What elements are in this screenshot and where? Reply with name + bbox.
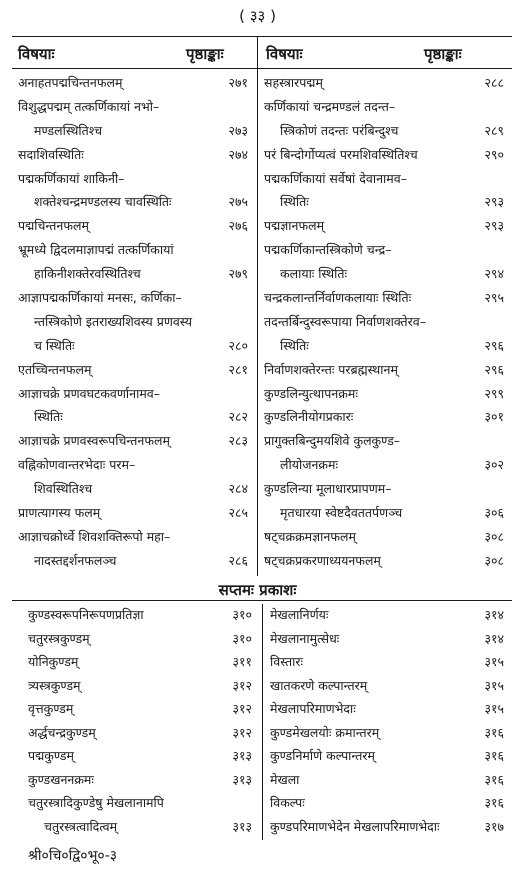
toc-entry <box>18 98 254 122</box>
toc-entry-title: कुण्डलिन्या मूलाधारप्रापणम– <box>264 481 392 497</box>
toc-entry-page: ३०२ <box>484 457 504 473</box>
toc-entry-title: त्र्यस्त्रकुण्डम् <box>28 677 81 693</box>
toc-entry-title: षट्चक्रक्रमज्ञानफलम् <box>264 528 356 544</box>
toc-entry <box>270 818 510 842</box>
toc-entry-title: अर्द्धचन्द्रकुण्डम् <box>28 724 96 740</box>
toc-entry-title: चन्द्रकलान्तर्निर्वाणकलायाः स्थितिः <box>264 290 412 306</box>
right-column <box>264 74 510 576</box>
toc-entry-title: एतच्चिन्तनफलम् <box>18 361 92 377</box>
toc-entry-title: विकल्पः <box>270 795 305 810</box>
toc-entry-page: ३११ <box>232 654 252 669</box>
toc-entry-title: मेखला <box>270 771 300 787</box>
header-rule <box>12 68 512 69</box>
toc-entry-page: ३१५ <box>484 654 504 669</box>
toc-entry <box>270 606 510 630</box>
toc-entry-page: ३०६ <box>484 505 504 521</box>
toc-entry-page: २९४ <box>484 266 504 282</box>
toc-entry-page: २७३ <box>228 122 248 138</box>
toc-entry <box>28 818 258 842</box>
toc-entry-title: षट्चक्रप्रकरणाध्ययनफलम् <box>264 552 381 568</box>
toc-entry-page: ३१४ <box>484 630 504 646</box>
toc-entry <box>18 170 254 194</box>
toc-entry-page: ३१६ <box>484 771 504 787</box>
toc-entry-page: ३०१ <box>484 409 504 425</box>
toc-entry-page: २८५ <box>228 505 248 521</box>
section-rule <box>12 600 512 601</box>
toc-entry <box>264 289 510 313</box>
toc-entry-page: ३१० <box>232 630 252 646</box>
toc-entry-title: नादस्तद्दर्शनफलञ्च <box>34 552 117 568</box>
toc-entry-title: वह्निकोणवान्तरभेदाः परम– <box>18 457 136 473</box>
toc-entry-title: हाकिनीशक्तेरवस्थितिश्च <box>34 266 141 282</box>
toc-entry-title: कुण्डलिन्युत्थापनक्रमः <box>264 385 358 401</box>
toc-entry-title: चतुरस्त्रादिकुण्डेषु मेखलानामपि <box>28 795 164 810</box>
toc-entry <box>18 432 254 456</box>
toc-entry-title: कुण्डमेखलयोः क्रमान्तरम् <box>270 724 380 740</box>
toc-entry-page: ३१२ <box>232 724 252 740</box>
toc-entry <box>270 724 510 748</box>
toc-entry <box>264 361 510 385</box>
left-column-2 <box>28 606 258 841</box>
toc-entry <box>270 794 510 818</box>
toc-entry <box>18 122 254 146</box>
toc-entry <box>28 771 258 795</box>
toc-entry <box>264 432 510 456</box>
section-title: सप्तमः प्रकाशः <box>218 581 297 599</box>
toc-entry-page: ३१५ <box>484 677 504 693</box>
toc-entry-page: २८३ <box>228 433 248 449</box>
toc-entry <box>28 794 258 818</box>
toc-entry-title: पद्मकर्णिकायां शाकिनी– <box>18 170 125 186</box>
toc-entry-page: ३१२ <box>232 701 252 716</box>
toc-entry-title: सदाशिवस्थितिः <box>18 146 84 162</box>
toc-entry <box>264 170 510 194</box>
toc-entry <box>264 528 510 552</box>
toc-entry-page: २७५ <box>228 194 248 210</box>
toc-entry-title: स्थितिः <box>280 337 309 353</box>
toc-entry <box>264 313 510 337</box>
toc-entry-page: ३१३ <box>232 748 252 763</box>
toc-entry <box>264 337 510 361</box>
toc-entry <box>270 771 510 795</box>
toc-entry-title: पद्मचिन्तनफलम् <box>18 218 89 234</box>
toc-entry-title: मण्डलस्थितिश्च <box>34 122 103 138</box>
toc-entry-title: कुण्डस्वरूपनिरूपणप्रतिज्ञा <box>28 607 144 622</box>
toc-entry-page: २८० <box>228 337 248 353</box>
toc-entry-title: आज्ञाचक्रोर्ध्वे शिवशक्तिरूपो महा– <box>18 528 171 544</box>
toc-entry-title: शिवस्थितिश्च <box>34 481 93 497</box>
toc-entry <box>264 552 510 576</box>
toc-entry-title: पद्मकर्णिकायां सर्वेषां देवानामव– <box>264 170 407 186</box>
toc-entry-title: कर्णिकायां चन्द्रमण्डलं तदन्त– <box>264 98 396 114</box>
toc-entry <box>28 677 258 701</box>
toc-entry <box>28 630 258 654</box>
toc-entry-title: पद्मकुण्डम् <box>28 748 74 763</box>
toc-entry-title: विस्तारः <box>270 654 304 669</box>
toc-entry <box>264 265 510 289</box>
toc-entry <box>264 504 510 528</box>
toc-entry <box>18 265 254 289</box>
toc-entry-title: स्थितिः <box>34 409 63 425</box>
toc-entry <box>18 552 254 576</box>
toc-entry <box>18 313 254 337</box>
toc-entry <box>28 653 258 677</box>
toc-entry-page: २९६ <box>484 361 504 377</box>
toc-entry-title: चतुरस्त्रकुण्डम् <box>28 630 90 646</box>
toc-entry <box>28 747 258 771</box>
left-subject-header: विषयाः <box>18 45 55 63</box>
toc-entry <box>264 217 510 241</box>
toc-entry-page: ३१७ <box>484 818 504 834</box>
toc-entry-title: न्तस्त्रिकोणे इतराख्यशिवस्य प्रणवस्य <box>34 313 192 329</box>
toc-entry <box>270 677 510 701</box>
toc-entry-title: कुण्डनिर्माणे कल्पान्तरम् <box>270 748 375 763</box>
toc-entry-page: ३१० <box>232 607 252 622</box>
column-divider-bottom <box>262 604 263 840</box>
toc-entry <box>264 122 510 146</box>
toc-entry-page: ३१३ <box>232 818 252 834</box>
toc-entry-page: २८६ <box>228 552 248 568</box>
toc-entry-title: आज्ञाचक्रे प्रणवस्वरूपचिन्तनफलम् <box>18 433 170 449</box>
toc-entry <box>18 289 254 313</box>
toc-entry <box>264 74 510 98</box>
toc-entry <box>28 700 258 724</box>
toc-entry-page: २८१ <box>228 361 248 377</box>
toc-entry <box>18 361 254 385</box>
toc-entry-title: पद्मज्ञानफलम् <box>264 218 325 234</box>
footer-signature: श्री०चि०द्वि०भू०-३ <box>28 848 118 864</box>
toc-entry-title: परं बिन्दोर्गोप्यत्वं परमशिवस्थितिश्च <box>264 146 418 162</box>
toc-entry-page: २९३ <box>484 218 504 234</box>
toc-entry-page: २९५ <box>484 290 504 306</box>
toc-entry <box>264 146 510 170</box>
toc-entry-title: पद्मकर्णिकान्तस्त्रिकोणे चन्द्र– <box>264 242 392 258</box>
toc-entry-page: २७९ <box>228 266 248 282</box>
toc-entry-page: ३०८ <box>484 528 504 544</box>
page-number: ( ३३ ) <box>239 7 276 25</box>
toc-entry-title: तदन्तर्बिन्दुस्वरूपाया निर्वाणशक्तेरव– <box>264 313 426 329</box>
toc-entry <box>270 700 510 724</box>
right-subject-header: विषयाः <box>266 45 303 63</box>
toc-entry-title: मेखलानिर्णयः <box>270 607 329 622</box>
toc-entry <box>264 480 510 504</box>
toc-entry-title: कुण्डपरिमाणभेदेन मेखलापरिमाणभेदाः <box>270 818 440 834</box>
toc-entry <box>18 480 254 504</box>
toc-entry-title: वृत्तकुण्डम् <box>28 701 74 716</box>
toc-entry <box>18 385 254 409</box>
toc-entry-page: २९३ <box>484 194 504 210</box>
toc-entry-page: ३१६ <box>484 795 504 810</box>
toc-entry-title: कुण्डखननक्रमः <box>28 771 94 787</box>
toc-entry <box>18 217 254 241</box>
right-column-2 <box>270 606 510 841</box>
toc-entry <box>270 747 510 771</box>
toc-entry-title: कलायाः स्थितिः <box>280 266 348 282</box>
toc-entry <box>264 98 510 122</box>
top-rule <box>12 36 512 37</box>
toc-entry-page: २९० <box>484 146 504 162</box>
toc-entry-title: आज्ञाचक्रे प्रणवघटकवर्णानामव– <box>18 385 160 401</box>
toc-entry-title: शक्तेश्चन्द्रमण्डलस्य चावस्थितिः <box>34 194 172 210</box>
toc-entry <box>18 193 254 217</box>
toc-entry-title: निर्वाणशक्तेरन्तः परब्रह्मस्थानम् <box>264 361 398 377</box>
toc-entry <box>18 528 254 552</box>
toc-entry-page: २७१ <box>228 75 248 90</box>
toc-entry-page: ३१५ <box>484 701 504 716</box>
toc-entry-page: २८४ <box>228 481 248 497</box>
toc-entry <box>18 146 254 170</box>
toc-entry-title: योनिकुण्डम् <box>28 654 79 669</box>
toc-entry-title: विशुद्धपद्मम् तत्कर्णिकायां नभो– <box>18 98 160 114</box>
toc-entry-title: मेखलानामुत्सेधः <box>270 630 340 646</box>
toc-entry-title: प्रागुक्तबिन्दुमयशिवे कुलकुण्ड– <box>264 433 401 449</box>
toc-entry-page: ३१२ <box>232 677 252 693</box>
toc-entry <box>264 408 510 432</box>
toc-entry <box>18 456 254 480</box>
toc-entry-page: ३१३ <box>232 771 252 787</box>
toc-entry <box>28 606 258 630</box>
toc-entry-title: भ्रूमध्ये द्विदलमाज्ञापद्मं तत्कर्णिकायां <box>18 242 174 258</box>
toc-entry <box>264 385 510 409</box>
toc-entry-title: कुण्डलिनीयोगप्रकारः <box>264 409 354 425</box>
toc-entry <box>270 653 510 677</box>
toc-entry-title: अनाहतपद्मचिन्तनफलम् <box>18 75 123 90</box>
toc-entry-title: सहस्त्रारपद्मम् <box>264 75 323 90</box>
toc-entry-title: खातकरणे कल्पान्तरम् <box>270 677 368 693</box>
right-page-header: पृष्ठाङ्काः <box>424 45 462 63</box>
toc-entry <box>18 337 254 361</box>
toc-entry-title: चतुरस्त्रत्वादित्वम् <box>44 818 118 834</box>
toc-entry <box>18 504 254 528</box>
toc-entry-page: २८८ <box>484 75 504 90</box>
toc-entry <box>264 193 510 217</box>
toc-entry-page: २७४ <box>228 146 248 162</box>
toc-entry-page: २८२ <box>228 409 248 425</box>
toc-entry-page: ३१६ <box>484 748 504 763</box>
toc-entry <box>18 74 254 98</box>
toc-entry-title: मेखलापरिमाणभेदाः <box>270 701 356 716</box>
left-page-header: पृष्ठाङ्काः <box>186 45 224 63</box>
toc-entry-title: आज्ञापद्मकर्णिकायां मनसः, कर्णिका– <box>18 290 182 306</box>
toc-entry-page: ३०८ <box>484 552 504 568</box>
toc-entry <box>264 456 510 480</box>
toc-entry <box>18 408 254 432</box>
toc-entry-page: २८९ <box>484 122 504 138</box>
toc-entry <box>270 630 510 654</box>
column-divider-top <box>257 36 258 576</box>
toc-entry-page: २९९ <box>484 385 504 401</box>
toc-entry <box>264 241 510 265</box>
toc-entry-page: ३१६ <box>484 724 504 740</box>
toc-entry-title: च स्थितिः <box>34 337 75 353</box>
toc-entry-title: स्त्रिकोणं तदन्तः परंबिन्दुश्च <box>280 122 399 138</box>
toc-entry-title: स्थितिः <box>280 194 309 210</box>
toc-entry-page: ३१४ <box>484 607 504 622</box>
toc-entry-title: लीयोजनक्रमः <box>280 457 339 473</box>
toc-entry <box>28 724 258 748</box>
toc-entry-title: प्राणत्यागस्य फलम् <box>18 505 101 521</box>
toc-entry-page: २९६ <box>484 337 504 353</box>
toc-entry-page: २७६ <box>228 218 248 234</box>
left-column <box>18 74 254 576</box>
toc-entry-title: मृतधारया स्वेष्टदैवततर्पणञ्च <box>280 505 403 521</box>
toc-entry <box>18 241 254 265</box>
